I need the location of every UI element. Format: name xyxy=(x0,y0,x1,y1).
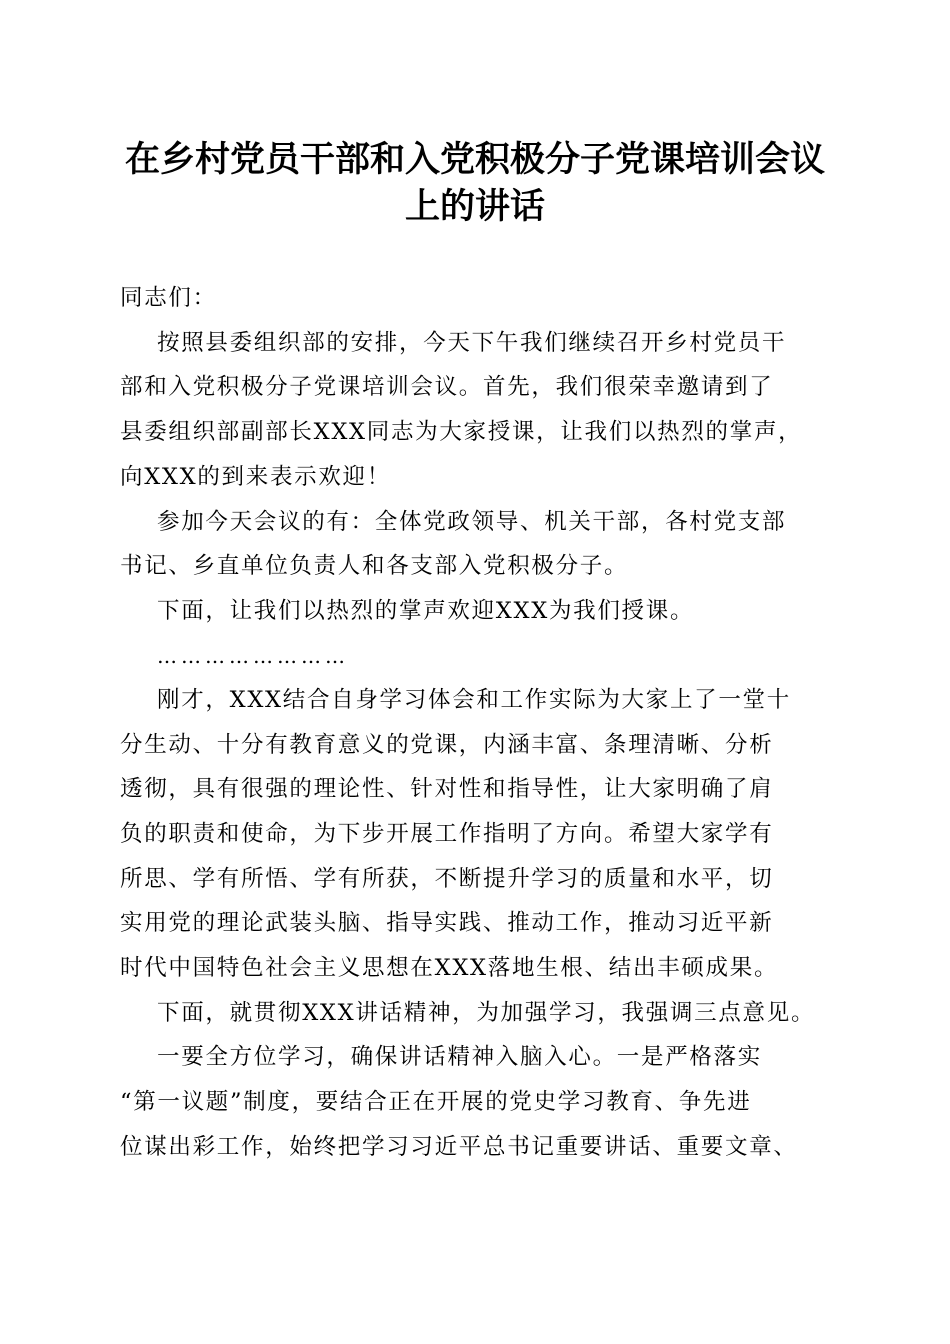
paragraph-line: 一要全方位学习，确保讲话精神入脑入心。一是严格落实 xyxy=(157,1044,763,1070)
paragraph-line: 按照县委组织部的安排，今天下午我们继续召开乡村党员干 xyxy=(157,330,787,356)
paragraph-line: 刚才，XXX结合自身学习体会和工作实际为大家上了一堂十 xyxy=(157,687,791,713)
paragraph-line: 分生动、十分有教育意义的党课，内涵丰富、条理清晰、分析 xyxy=(120,732,774,758)
paragraph-line: 部和入党积极分子党课培训会议。首先，我们很荣幸邀请到了 xyxy=(120,374,774,400)
paragraph-line: 下面，就贯彻XXX讲话精神，为加强学习，我强调三点意见。 xyxy=(157,1000,816,1026)
paragraph-line: 向XXX的到来表示欢迎！ xyxy=(120,464,391,490)
paragraph-line: 参加今天会议的有：全体党政领导、机关干部，各村党支部 xyxy=(157,509,787,535)
paragraph-line: “第一议题”制度，要结合正在开展的党史学习教育、争先进 xyxy=(120,1089,752,1115)
paragraph-line: 位谋出彩工作，始终把学习习近平总书记重要讲话、重要文章、 xyxy=(120,1134,798,1160)
document-title-line-2: 上的讲话 xyxy=(404,186,545,227)
paragraph-line: 县委组织部副部长XXX同志为大家授课，让我们以热烈的掌声， xyxy=(120,419,803,445)
paragraph-line: 下面，让我们以热烈的掌声欢迎XXX为我们授课。 xyxy=(157,598,695,624)
paragraph-line: 负的职责和使命，为下步开展工作指明了方向。希望大家学有 xyxy=(120,821,774,847)
paragraph-line: 透彻，具有很强的理论性、针对性和指导性，让大家明确了肩 xyxy=(120,776,774,802)
paragraph-line: 书记、乡直单位负责人和各支部入党积极分子。 xyxy=(120,553,629,579)
paragraph-line: 实用党的理论武装头脑、指导实践、推动工作，推动习近平新 xyxy=(120,910,774,936)
salutation: 同志们： xyxy=(120,285,217,311)
ellipsis-separator: …………………… xyxy=(157,644,349,668)
document-title-line-1: 在乡村党员干部和入党积极分子党课培训会议 xyxy=(124,139,825,180)
paragraph-line: 时代中国特色社会主义思想在XXX落地生根、结出丰硕成果。 xyxy=(120,955,779,981)
paragraph-line: 所思、学有所悟、学有所获，不断提升学习的质量和水平，切 xyxy=(120,866,774,892)
